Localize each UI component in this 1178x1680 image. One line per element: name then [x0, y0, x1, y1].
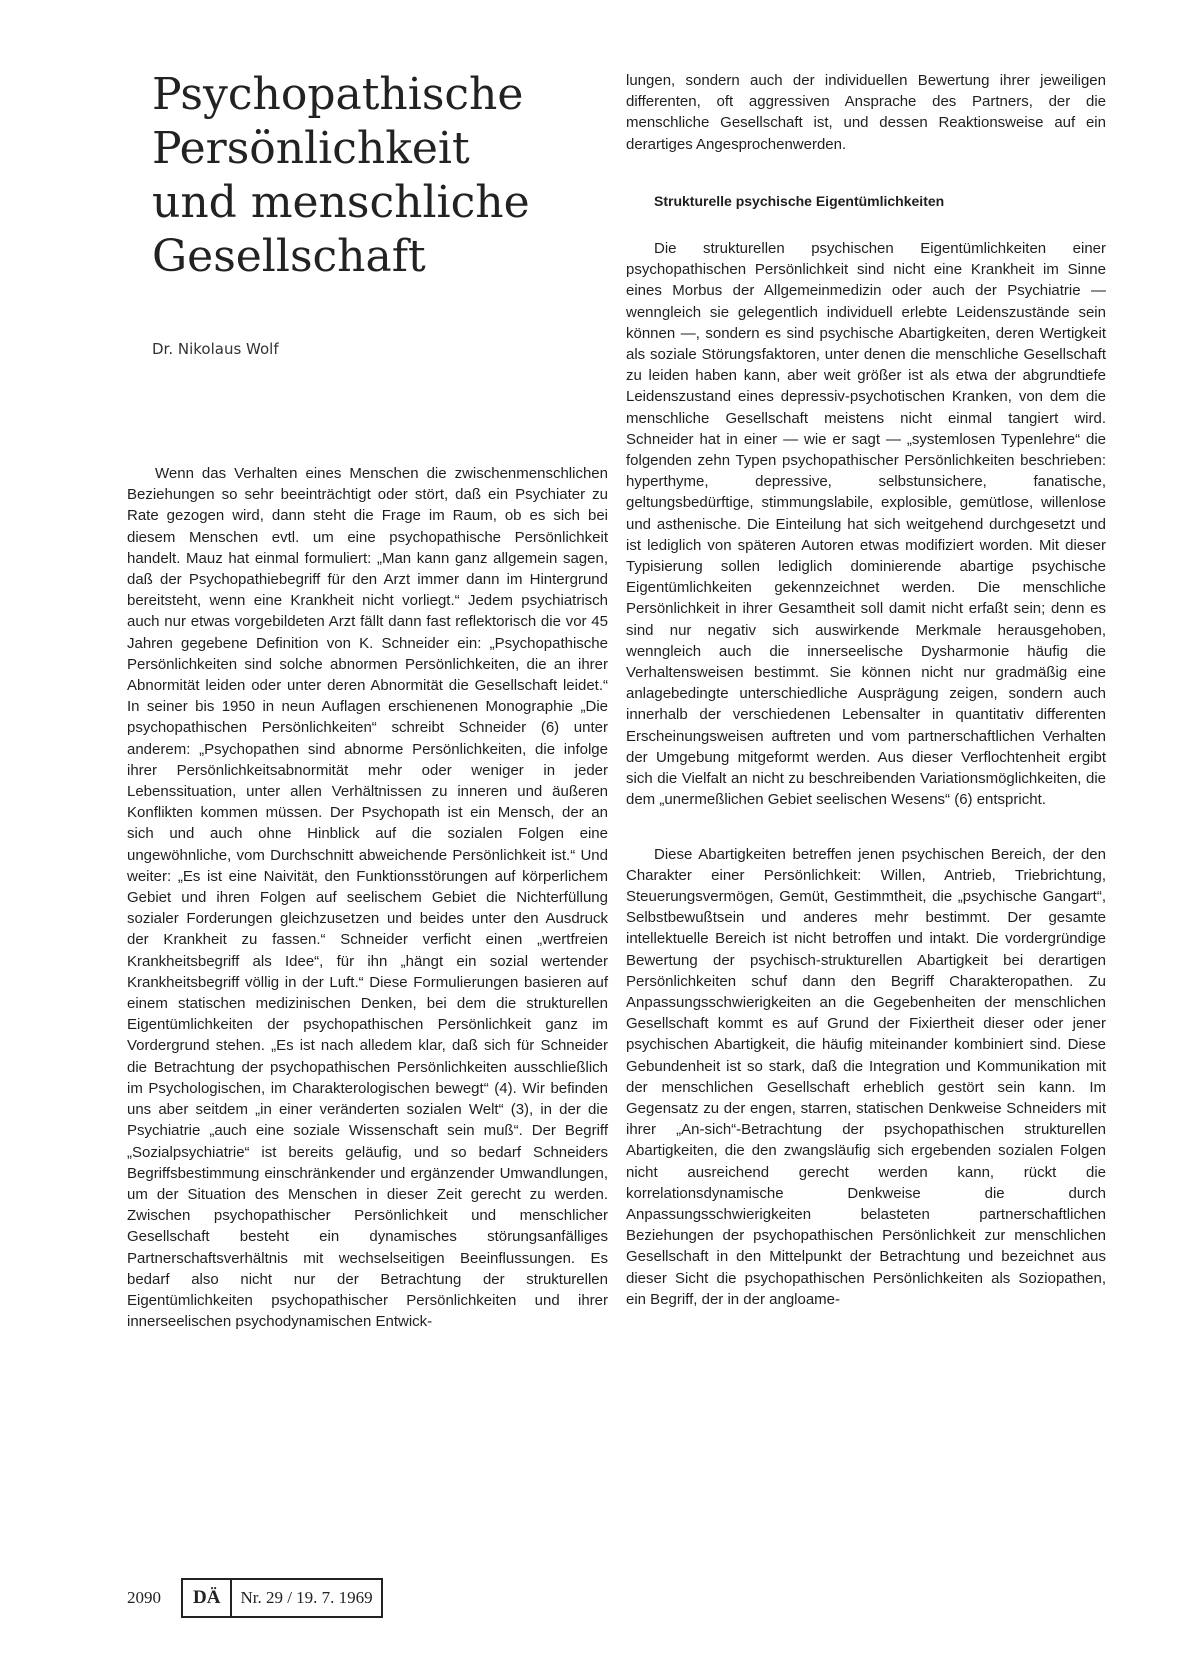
title-line: Psychopathische: [152, 69, 524, 120]
page-number: 2090: [127, 1588, 161, 1607]
title-line: und menschliche: [152, 177, 530, 228]
journal-issue-box: [181, 1578, 383, 1618]
left-column: [127, 463, 608, 1332]
page-footer: [127, 1578, 383, 1618]
right-column: [626, 70, 1106, 1310]
body-paragraph: Die strukturellen psychischen Eigentümlichkeiten einer psychopathischen Persönlichkeit sind nicht eine Krankheit im Sinne eines Morbus der Allgemeinmedizin oder auch der Psychiatrie — wenngleich sie gelegentlich individuell erlebte Leidenszustände sein können —, sondern es sind psychische Abartigkeiten, deren Wertigkeit als soziale Störungsfaktoren, unter denen die menschliche Gesellschaft zu leiden haben kann, aber weit größer ist als etwa der abgrundtiefe Leidenszustand eines depressiv-psychotischen Kranken, von dem die menschliche Gesellschaft meistens nicht einmal tangiert wird. Schneider hat in einer — wie er sagt — „systemlosen Typenlehre“ die folgenden zehn Typen psychopathischer Persönlichkeiten beschrieben: hyperthyme, depressive, selbstunsichere, fanatische, geltungsbedürftige, stimmungslabile, explosible, gemütlose, willenlose und asthenische. Die Einteilung hat sich weitgehend durchgesetzt und ist lediglich von späteren Autoren etwas modifiziert worden. Mit dieser Typisierung sollen lediglich dominierende abartige psychische Eigentümlichkeiten gekennzeichnet werden. Die menschliche Persönlichkeit in ihrer Gesamtheit soll damit nicht erfaßt sein; denn es sind nur negativ sich auswirkende Merkmale herausgehoben, wenngleich auch die innerseelische Dysharmonie häufig die Verhaltensweisen bestimmt. Sie können nicht nur gradmäßig eine anlagebedingte unterschiedliche Ausprägung zeigen, sondern auch innerhalb der verschiedenen Lebensalter in quantitativ differenten Erscheinungsweisen auftreten und vom partnerschaftlichen Verhalten der Umgebung mitgeformt werden. Aus dieser Verflochtenheit ergibt sich die Vielfalt an nicht zu beschreibenden Variationsmöglichkeiten, die dem „unermeßlichen Gebiet seelischen Wesens“ (6) entspricht.: [626, 240, 1106, 809]
article-author: Dr. Nikolaus Wolf: [152, 340, 279, 358]
journal-logo: DÄ: [183, 1580, 232, 1616]
title-line: Gesellschaft: [152, 231, 426, 282]
title-line: Persönlichkeit: [152, 123, 470, 174]
body-paragraph: Wenn das Verhalten eines Menschen die zwischenmenschlichen Beziehungen so sehr beeinträchtigt oder stört, daß ein Psychiater zu Rate gezogen wird, dann steht die Frage im Raum, ob es sich bei diesem Menschen evtl. um eine psychopathische Persönlichkeit handelt. Mauz hat einmal formuliert: „Man kann ganz allgemein sagen, daß der Psychopathiebegriff für den Arzt immer dann im Hintergrund bereitsteht, wenn eine Krankheit nicht vorliegt.“ Jedem psychiatrisch auch nur etwas vorgebildeten Arzt fällt dann fast reflektorisch die vor 45 Jahren gegebene Definition von K. Schneider ein: „Psychopathische Persönlichkeiten sind solche abnormen Persönlichkeiten, die an ihrer Abnormität leiden oder unter deren Abnormität die Gesellschaft leidet.“ In seiner bis 1950 in neun Auflagen erschienenen Monographie „Die psychopathischen Persönlichkeiten“ schreibt Schneider (6) unter anderem: „Psychopathen sind abnorme Persönlichkeiten, die infolge ihrer Persönlichkeitsabnormität mehr oder weniger in jeder Lebenssituation, unter allen Verhältnissen zu inneren und äußeren Konflikten kommen müssen. Der Psychopath ist ein Mensch, der an sich und auch ohne Hinblick auf die sozialen Folgen eine ungewöhnliche, vom Durchschnitt abweichende Persönlichkeit ist.“ Und weiter: „Es ist eine Naivität, den Funktionsstörungen auf körperlichem Gebiet und ihren Folgen auf seelischem Gebiet die Nichterfüllung sozialer Forderungen gleichzusetzen und beides unter den Ausdruck der Krankheit zu fassen.“ Schneider verficht einen „wertfreien Krankheitsbegriff als Idee“, für ihn „hängt ein sozial wertender Krankheitsbegriff völlig in der Luft.“ Diese Formulierungen basieren auf einem statischen medizinischen Denken, bei dem die strukturellen Eigentümlichkeiten der psychopathischen Persönlichkeit ganz im Vordergrund stehen. „Es ist nach alledem klar, daß sich für Schneider die Betrachtung der psychopathischen Persönlichkeiten ausschließlich im Psychologischen, im Charakterologischen bewegt“ (4). Wir befinden uns aber seitdem „in einer veränderten sozialen Welt“ (3), in der die Psychiatrie „auch eine soziale Wissenschaft sein muß“. Der Begriff „Sozialpsychiatrie“ ist bereits geläufig, und so bedarf Schneiders Begriffsbestimmung einschränkender und ergänzender Umwandlungen, um der Situation des Menschen in dieser Zeit gerecht zu werden. Zwischen psychopathischer Persönlichkeit und menschlicher Gesellschaft besteht ein dynamisches störungsanfälliges Partnerschaftsverhältnis mit wechselseitigen Beeinflussungen. Es bedarf also nicht nur der Betrachtung der strukturellen Eigentümlichkeiten psychopathischer Persönlichkeiten und ihrer innerseelischen psychodynamischen Entwick-: [127, 465, 608, 1331]
body-paragraph-continuation: lungen, sondern auch der individuellen Bewertung ihrer jeweiligen differenten, oft aggressiven Ansprache des Partners, der die menschliche Gesellschaft ist, und dessen Reaktionsweise auf ein derartiges Angesprochenwerden.: [626, 72, 1106, 153]
article-title: [152, 68, 572, 284]
body-paragraph: Diese Abartigkeiten betreffen jenen psychischen Bereich, der den Charakter einer Persönlichkeit: Willen, Antrieb, Triebrichtung, Steuerungsvermögen, Gemüt, Gestimmtheit, die „psychische Gangart“, Selbstbewußtsein und anderes mehr bestimmt. Der gesamte intellektuelle Bereich ist nicht betroffen und intakt. Die vordergründige Bewertung der psychisch-strukturellen Abartigkeit bei derartigen Persönlichkeiten schuf dann den Begriff Charakteropathen. Zu Anpassungsschwierigkeiten an die Gegebenheiten der menschlichen Gesellschaft kommt es auf Grund der Fixiertheit dieser oder jener psychischen Abartigkeit, die häufig miteinander kombiniert sind. Diese Gebundenheit ist so stark, daß die Integration und Kommunikation mit der menschlichen Gesellschaft erheblich gestört sein kann. Im Gegensatz zu der engen, starren, statischen Denkweise Schneiders mit ihrer „An-sich“-Betrachtung der psychopathischen strukturellen Abartigkeiten, die den zwangsläufig sich ergebenden sozialen Folgen nicht ausreichend gerecht werden kann, rückt die korrelationsdynamische Denkweise die durch Anpassungsschwierigkeiten belasteten partnerschaftlichen Beziehungen der psychopathischen Persönlichkeit zur menschlichen Gesellschaft in den Mittelpunkt der Betrachtung und bezeichnet aus dieser Sicht die psychopathischen Persönlichkeiten als Soziopathen, ein Begriff, der in der angloame-: [626, 845, 1106, 1308]
section-heading: Strukturelle psychische Eigentümlichkeiten: [654, 192, 945, 209]
issue-info: Nr. 29 / 19. 7. 1969: [240, 1588, 373, 1607]
